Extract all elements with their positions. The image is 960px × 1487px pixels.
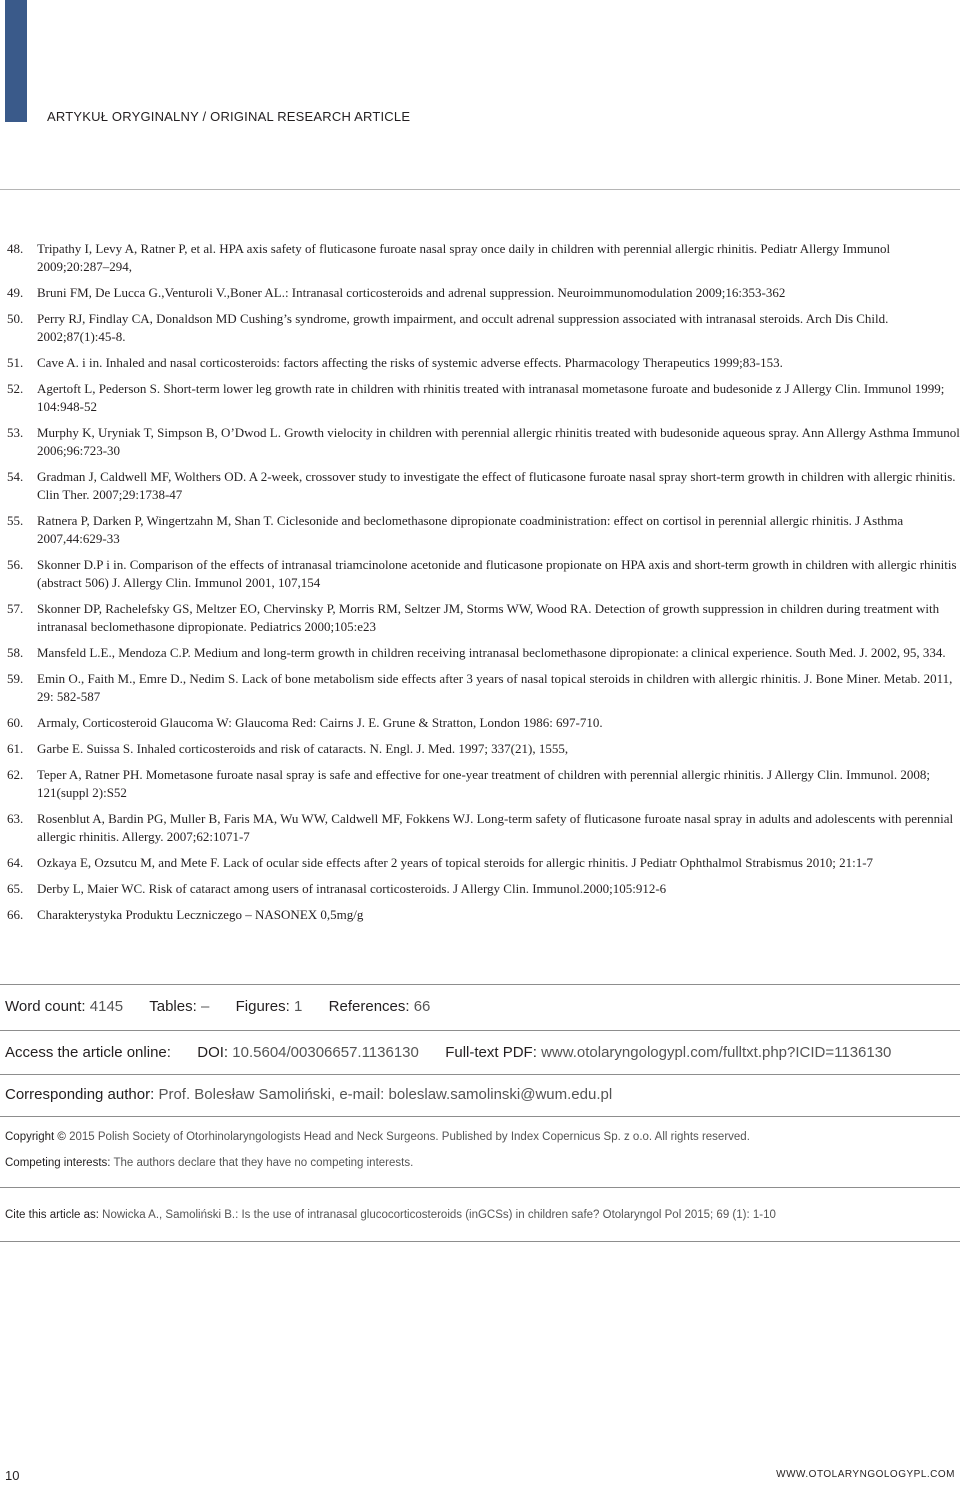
access-label: Access the article online: [5,1044,171,1061]
reference-number: 50. [7,311,24,326]
reference-item [7,906,960,924]
reference-item [7,310,960,346]
corresponding-label: Corresponding author: [5,1086,155,1103]
figures-label: Figures: [235,998,290,1015]
reference-number: 59. [7,671,24,686]
reference-number: 54. [7,469,24,484]
tables-label: Tables: [149,998,197,1015]
reference-item [7,424,960,460]
reference-number: 58. [7,645,24,660]
reference-item [7,714,960,732]
competing-label: Competing interests: [5,1157,111,1169]
cite-label: Cite this article as: [5,1209,99,1221]
reference-text: Emin O., Faith M., Emre D., Nedim S. Lack of bone metabolism side effects after 3 years of nasal topical steroids in children with allergic rhinitis. J. Bone Miner. Metab. 2011, 29: 582-587 [37,671,953,704]
reference-number: 66. [7,907,24,922]
article-counts [5,998,955,1015]
reference-text: Tripathy I, Levy A, Ratner P, et al. HPA axis safety of fluticasone furoate nasal spray once daily in children with perennial allergic rhinitis. Pediatr Allergy Immunol 2009;20:287–294, [37,241,891,274]
reference-number: 60. [7,715,24,730]
reference-item [7,766,960,802]
reference-number: 53. [7,425,24,440]
reference-number: 51. [7,355,24,370]
divider-corresponding [0,1074,960,1075]
reference-item [7,284,960,302]
copyright-line [5,1131,955,1143]
reference-text: Charakterystyka Produktu Leczniczego – NASONEX 0,5mg/g [37,907,364,922]
reference-text: Garbe E. Suissa S. Inhaled corticosteroids and risk of cataracts. N. Engl. J. Med. 1997; 337(21), 1555, [37,741,569,756]
reference-item [7,600,960,636]
copyright-label: Copyright © [5,1131,66,1143]
doi-label: DOI: [197,1044,229,1061]
reference-text: Gradman J, Caldwell MF, Wolthers OD. A 2-week, crossover study to investigate the effect of fluticasone furoate nasal spray short-term growth in children with allergic rhinitis. Clin Ther. 2007;29:1738-47 [37,469,956,502]
reference-text: Bruni FM, De Lucca G.,Venturoli V.,Boner AL.: Intranasal corticosteroids and adrenal suppression. Neuroimmunomodulation 2009;16:353-362 [37,285,786,300]
fulltext-link[interactable]: www.otolaryngologypl.com/fulltxt.php?ICID=1136130 [541,1044,892,1061]
reference-text: Agertoft L, Pederson S. Short-term lower leg growth rate in children with rhinitis treated with intranasal mometasone furoate and budesonide z J Allergy Clin. Immunol 1999; 104:948-52 [37,381,945,414]
reference-text: Ozkaya E, Ozsutcu M, and Mete F. Lack of ocular side effects after 2 years of topical steroids for allergic rhinitis. J Pediatr Ophthalmol Strabismus 2010; 21:1-7 [37,855,874,870]
reference-text: Murphy K, Uryniak T, Simpson B, O’Dwod L. Growth vielocity in children with perennial allergic rhinitis treated with budesonide aqueous spray. Ann Allergy Asthma Immunol 2006;96:723-30 [37,425,960,458]
divider-counts [0,984,960,985]
doi-link[interactable]: 10.5604/00306657.1136130 [232,1044,419,1061]
reference-item [7,670,960,706]
page-number: 10 [5,1468,20,1483]
divider-bottom [0,1241,960,1242]
divider-cite [0,1187,960,1188]
header-accent-bar [5,0,27,122]
figures-value: 1 [293,998,303,1015]
reference-item [7,512,960,548]
reference-number: 65. [7,881,24,896]
reference-item [7,810,960,846]
reference-text: Mansfeld L.E., Mendoza C.P. Medium and long-term growth in children receiving intranasal beclomethasone dipropionate: a clinical experience. South Med. J. 2002, 95, 334. [37,645,946,660]
reference-text: Perry RJ, Findlay CA, Donaldson MD Cushing’s syndrome, growth impairment, and occult adrenal suppression associated with intranasal steroids. Arch Dis Child. 2002;87(1):45-8. [37,311,889,344]
reference-text: Rosenblut A, Bardin PG, Muller B, Faris MA, Wu WW, Caldwell MF, Fokkens WJ. Long-term safety of fluticasone furoate nasal spray in adults and adolescents with perennial allergic rhinitis. Allergy. 2007;62:1071-7 [37,811,954,844]
divider-copyright [0,1116,960,1117]
references-label: References: [328,998,410,1015]
reference-number: 63. [7,811,24,826]
reference-number: 64. [7,855,24,870]
reference-text: Cave A. i in. Inhaled and nasal corticosteroids: factors affecting the risks of systemic adverse effects. Pharmacology Therapeutics 1999;83-153. [37,355,783,370]
reference-item [7,380,960,416]
header-divider [0,189,960,190]
references-value: 66 [413,998,431,1015]
reference-number: 52. [7,381,24,396]
reference-number: 57. [7,601,24,616]
reference-number: 62. [7,767,24,782]
reference-text: Derby L, Maier WC. Risk of cataract among users of intranasal corticosteroids. J Allergy Clin. Immunol.2000;105:912-6 [37,881,667,896]
citation-line [5,1209,955,1221]
competing-value: The authors declare that they have no competing interests. [113,1157,414,1169]
reference-number: 49. [7,285,24,300]
word-count-value: 4145 [89,998,124,1015]
reference-item [7,240,960,276]
reference-item [7,556,960,592]
reference-number: 56. [7,557,24,572]
reference-text: Skonner D.P i in. Comparison of the effects of intranasal triamcinolone acetonide and fluticasone propionate on HPA axis and short-term growth in children with allergic rhinitis (abstract 506) J. Allergy Clin. Immunol 2001, 107,154 [37,557,957,590]
reference-item [7,644,960,662]
tables-value: – [200,998,210,1015]
divider-access [0,1030,960,1031]
reference-text: Skonner DP, Rachelefsky GS, Meltzer EO, Chervinsky P, Morris RM, Seltzer JM, Storms WW, Wood RA. Detection of growth suppression in children during treatment with intranasal beclomethasone dipropionate. Pediatrics 2000;105:e23 [37,601,940,634]
access-line [5,1044,955,1061]
reference-text: Teper A, Ratner PH. Mometasone furoate nasal spray is safe and effective for one-year treatment of children with perennial allergic rhinitis. J Allergy Clin. Immunol. 2008; 121(suppl 2):S52 [37,767,930,800]
reference-list [7,240,960,932]
cite-value: Nowicka A., Samoliński B.: Is the use of intranasal glucocorticosteroids (inGCSs) in children safe? Otolaryngol Pol 2015; 69 (1): 1-10 [102,1209,776,1221]
copyright-value: 2015 Polish Society of Otorhinolaryngologists Head and Neck Surgeons. Published by Index Copernicus Sp. z o.o. All rights reserved. [69,1131,750,1143]
competing-interests [5,1157,955,1169]
fulltext-label: Full-text PDF: [445,1044,537,1061]
reference-item [7,354,960,372]
journal-website-link[interactable]: WWW.OTOLARYNGOLOGYPL.COM [776,1469,955,1480]
reference-item [7,854,960,872]
reference-item [7,468,960,504]
reference-text: Armaly, Corticosteroid Glaucoma W: Glaucoma Red: Cairns J. E. Grune & Stratton, London 1986: 697-710. [37,715,603,730]
section-label: ARTYKUŁ ORYGINALNY / ORIGINAL RESEARCH ARTICLE [47,109,411,124]
reference-number: 48. [7,241,24,256]
reference-text: Ratnera P, Darken P, Wingertzahn M, Shan T. Ciclesonide and beclomethasone dipropionate coadministration: effect on cortisol in perennial allergic rhinitis. J Asthma 2007,44:629-33 [37,513,904,546]
reference-item [7,880,960,898]
word-count-label: Word count: [5,998,86,1015]
reference-number: 55. [7,513,24,528]
reference-number: 61. [7,741,24,756]
corresponding-value[interactable]: Prof. Bolesław Samoliński, e-mail: boleslaw.samolinski@wum.edu.pl [158,1086,613,1103]
corresponding-author [5,1086,955,1103]
reference-item [7,740,960,758]
